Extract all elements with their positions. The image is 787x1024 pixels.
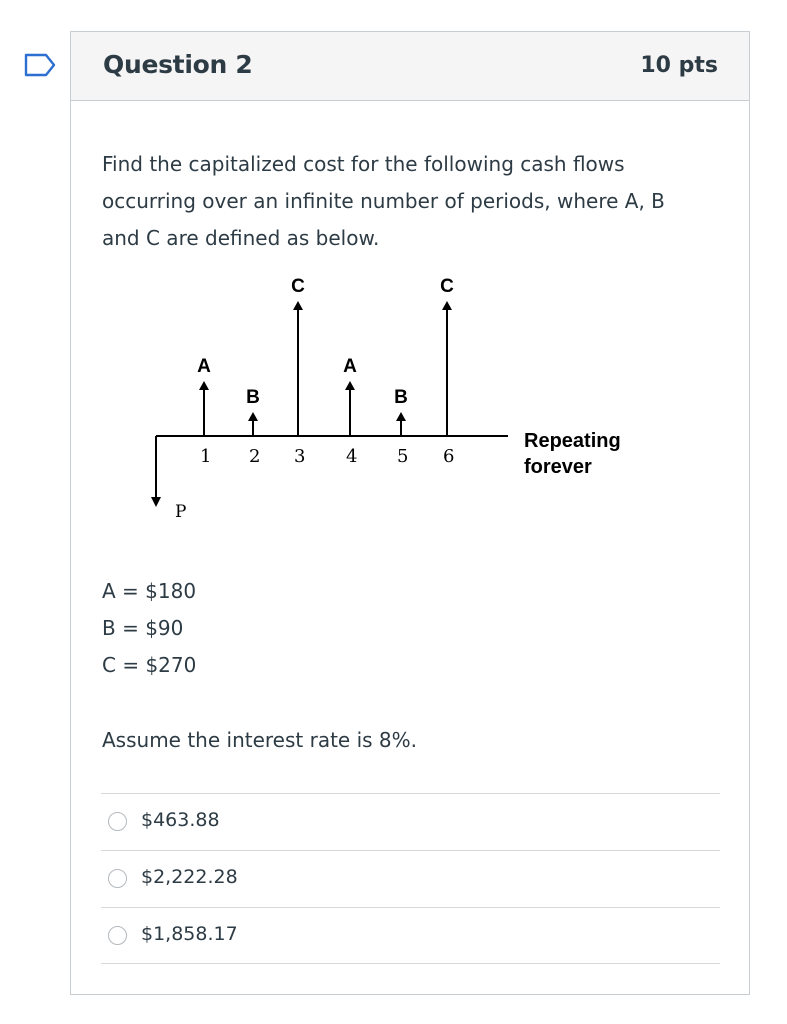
period-label: 2 xyxy=(249,446,261,467)
definition-b: B = $90 xyxy=(102,616,184,640)
period-label: 4 xyxy=(346,446,358,467)
flow-label: A xyxy=(343,356,357,377)
period-label: 6 xyxy=(443,446,455,467)
definitions xyxy=(102,573,196,684)
flow-label: C xyxy=(440,276,454,297)
radio-button[interactable] xyxy=(108,812,127,831)
flow-label: B xyxy=(246,387,260,408)
answer-option[interactable] xyxy=(101,793,720,850)
flag-question-icon[interactable] xyxy=(24,53,56,77)
answer-option[interactable] xyxy=(101,850,720,907)
cash-flow-diagram xyxy=(141,276,721,557)
cash-flow-arrow-a xyxy=(197,356,211,436)
cash-flow-arrow-a xyxy=(343,356,357,436)
question-header xyxy=(71,32,749,101)
cash-flow-arrow-c xyxy=(291,276,305,436)
question-text: Find the capitalized cost for the following cash flows occurring over an infinite number of periods, where A, B and C are defined as below. xyxy=(102,152,665,250)
flow-label: C xyxy=(291,276,305,297)
period-label: 5 xyxy=(397,446,409,467)
interest-assumption: Assume the interest rate is 8%. xyxy=(102,728,418,752)
period-label: 1 xyxy=(200,446,212,467)
p-label: P xyxy=(175,502,187,522)
question-title: Question 2 xyxy=(103,50,253,79)
period-label: 3 xyxy=(294,446,306,467)
answer-label[interactable]: $1,858.17 xyxy=(141,923,238,945)
answer-list xyxy=(101,793,720,964)
repeat-label-line1: Repeating xyxy=(524,430,621,452)
repeat-label-line2: forever xyxy=(524,456,592,478)
answer-label[interactable]: $2,222.28 xyxy=(141,866,238,888)
flow-label: A xyxy=(197,356,211,377)
question-card xyxy=(70,31,750,995)
answer-label[interactable]: $463.88 xyxy=(141,809,220,831)
cash-flow-arrow-b xyxy=(246,387,260,436)
cash-flow-arrow-c xyxy=(440,276,454,436)
definition-c: C = $270 xyxy=(102,653,197,677)
cash-flow-arrow-b xyxy=(394,387,408,436)
radio-button[interactable] xyxy=(108,869,127,888)
radio-button[interactable] xyxy=(108,926,127,945)
question-points: 10 pts xyxy=(640,53,718,78)
flow-label: B xyxy=(394,387,408,408)
answer-option[interactable] xyxy=(101,907,720,964)
definition-a: A = $180 xyxy=(102,579,197,603)
p-arrow-head xyxy=(151,497,161,507)
